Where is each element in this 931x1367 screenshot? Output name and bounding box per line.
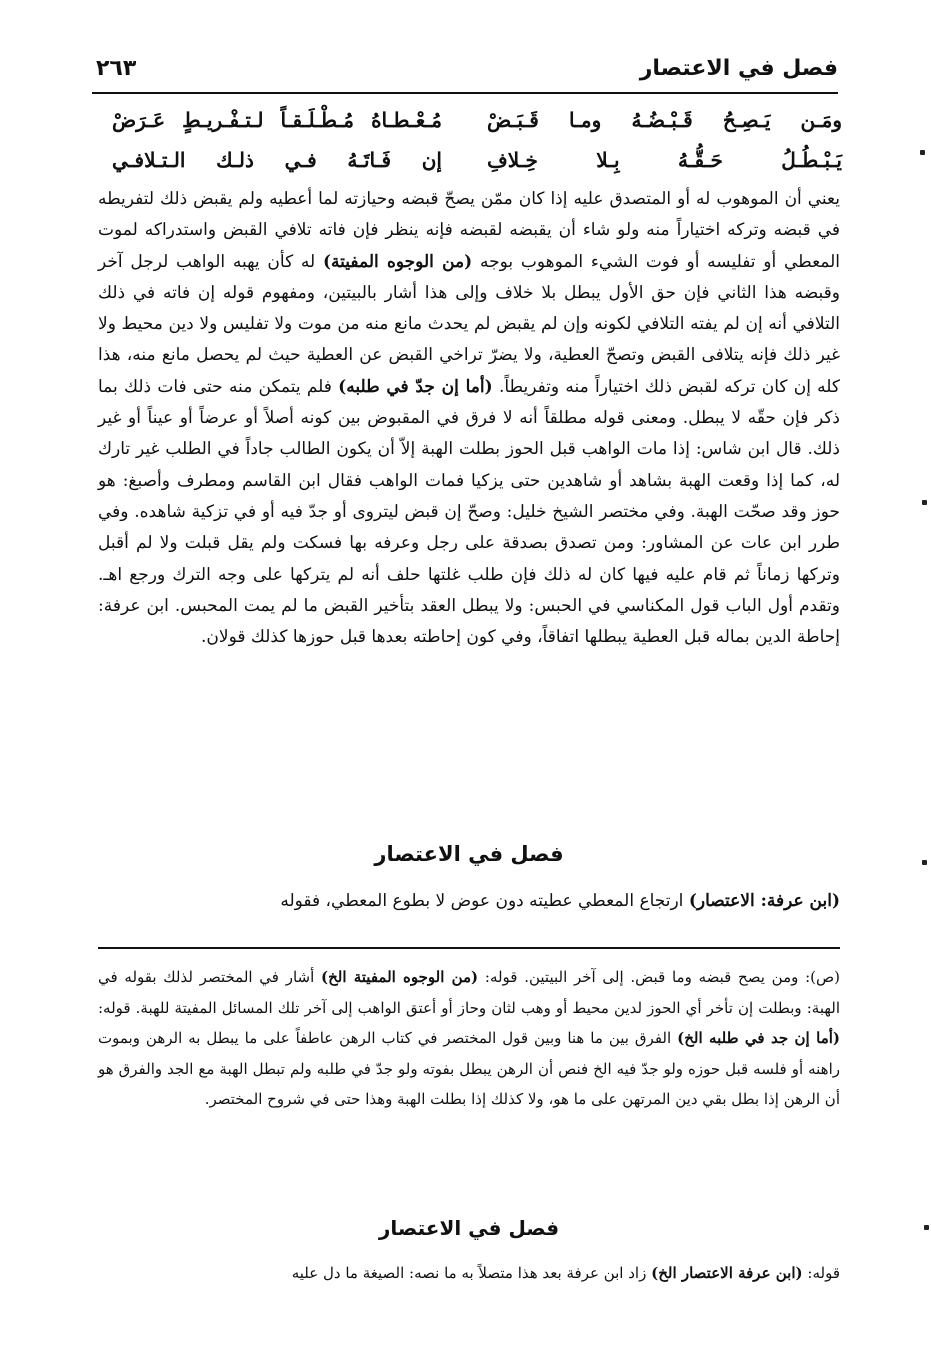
scan-mark [924, 1225, 929, 1230]
commentary-quote-2: (أما إن جدّ في طلبه) [338, 376, 493, 397]
footnote-quote-1: (من الوجوه المفيتة الخ) [321, 968, 479, 986]
verse-line-2 [112, 142, 842, 182]
footnote-text-2: أشار في المختصر لذلك بقوله في الهبة: وبطلت إن تأخر أي الحوز لدين محيط أو وهب لثان وحاز أو أعتق الواهب إلى آخر تلك المسائل المفيتة للهبة. قوله: [98, 968, 840, 1017]
verse-1-first-hemistich: ومَـن يَـصِـحُ قَـبْـضُـهُ ومـا قَـبَـضْ [487, 108, 842, 132]
commentary-text-1: يعني أن الموهوب له أو المتصدق عليه إذا كان ممّن يصحّ قبضه وحيازته لما أعطيه ولم يقبض ذلك لتفريطه في قبضه وتركه اختياراً منه ولو شاء أن يقبضه لقبضه فإنه ينظر فإن فاته تلافي القبض واستدراكه لموت المعطي أو تفليسه أو فوت الشيء الموهوب بوجه [98, 189, 841, 272]
verse-2-first-hemistich: يَـبْـطُـلُ حَـقُّـهُ بِـلا خِـلافِ [487, 148, 842, 172]
footnote-text-1: (ص): ومن يصح قبضه وما قبض. إلى آخر البيتين. قوله: [484, 968, 840, 986]
verse-line-1 [112, 102, 842, 142]
running-header [92, 52, 838, 94]
page-number: ٢٦٣ [96, 56, 137, 81]
verse-1-second-hemistich: مُـعْـطـاهُ مُـطْـلَـقـاً لـتـفْـريـطٍ عَـرَضْ [112, 108, 442, 132]
running-title: فصل في الاعتصار [639, 56, 838, 81]
footnote-divider [98, 947, 840, 949]
section-text: ارتجاع المعطي عطيته دون عوض لا بطوع المعطي، فقوله [280, 891, 684, 911]
scan-mark [920, 150, 925, 155]
section-heading: فصل في الاعتصار [374, 842, 564, 866]
section-quote: (ابن عرفة: الاعتصار) [688, 891, 840, 911]
verse-2-second-hemistich: إن فَـاتَـهُ فـي ذلـك الـتـلافـي [112, 148, 442, 172]
commentary-text-3: فلم يتمكن منه حتى فات ذلك بما ذكر فإن حقّه لا يبطل. ومعنى قوله مطلقاً أنه لا فرق في المقبوض بين كونه أصلاً أو عرضاً أو عيناً أو غير ذلك. قال ابن شاس: إذا مات الواهب قبل الحوز بطلت الهبة إلاّ أن يكون الطالب جاداً في الطلب غير تارك له، كما إذا وقعت الهبة بشاهد أو شاهدين حتى يزكيا فمات الواهب فقال ابن القاسم ومطرف وأصبغ: هو حوز وقد صحّت الهبة. وفي مختصر الشيخ خليل: وصحّ إن قبض ليتروى أو جدّ فيه أو في تزكية شاهده. وفي طرر ابن عات عن المشاور: ومن تصدق بصدقة على رجل وعرفه بها فسكت ولم يقل قبلت ولا لم أقبل وتركها زماناً ثم قام عليه فيها كان له ذلك فإن طلب غلتها حلف أنه لم يتركها على وجه الترك ورجع اهـ. وتقدم أول الباب قول المكناسي في الحبس: ولا يبطل العقد بتأخير القبض ما لم يمت المحبس. ابن عرفة: إحاطة الدين بماله قبل العطية يبطلها اتفاقاً، وفي كون إحاطته بعدها قبل حوزها كذلك قولان. [98, 376, 840, 648]
footnote-quote-2: (أما إن جد في طلبه الخ) [677, 1029, 840, 1047]
footnote-text-3: الفرق بين ما هنا وبين قول المختصر في كتاب الرهن عاطفاً على ما يبطل به الرهن وبموت راهنه أو فلسه قبل حوزه ولو جدّ فيه الخ فنص أن الرهن يبطل بفوته ولو جدّ في طلبه ولم تبطل الهبة مع الجد والفرق هو أن الرهن إذا بطل بقي دين المرتهن على ما هو، ولا كذلك إذا بطلت الهبة وهذا حتى في شروح المختصر. [98, 1029, 840, 1108]
footnote-section-quote: (ابن عرفة الاعتصار الخ) [651, 1264, 803, 1282]
footnote-section-text: زاد ابن عرفة بعد هذا متصلاً به ما نصه: الصيغة ما دل عليه [291, 1264, 647, 1282]
section-paragraph [98, 886, 840, 917]
footnote-section-paragraph [98, 1258, 840, 1289]
commentary-text-2: له كأن يهبه الواهب لرجل آخر وقبضه هذا الثاني فإن حق الأول يبطل بلا خلاف وإلى هذا أشار بالبيتين، ومفهوم قوله إن فاته في ذلك التلافي أنه إن لم يفته التلافي لكونه وإن لم يقبض لم يحدث مانع منه من موت ولا تفليس ولا دين محيط ولا غير ذلك فإنه يتلافى القبض وتصحّ العطية، ولا يضرّ تراخي القبض عن العطية حيث لم يحصل مانع منه، هذا كله إن كان تركه لقبض ذلك اختياراً منه وتفريطاً. [98, 251, 841, 397]
commentary-quote-1: (من الوجوه المفيتة) [322, 251, 473, 272]
footnote-section-prefix: قوله: [807, 1264, 840, 1282]
scan-mark [922, 860, 927, 865]
scan-mark [922, 500, 927, 505]
commentary-paragraph [98, 184, 840, 653]
footnote-section-heading: فصل في الاعتصار [378, 1216, 560, 1240]
footnote-paragraph [98, 962, 840, 1115]
